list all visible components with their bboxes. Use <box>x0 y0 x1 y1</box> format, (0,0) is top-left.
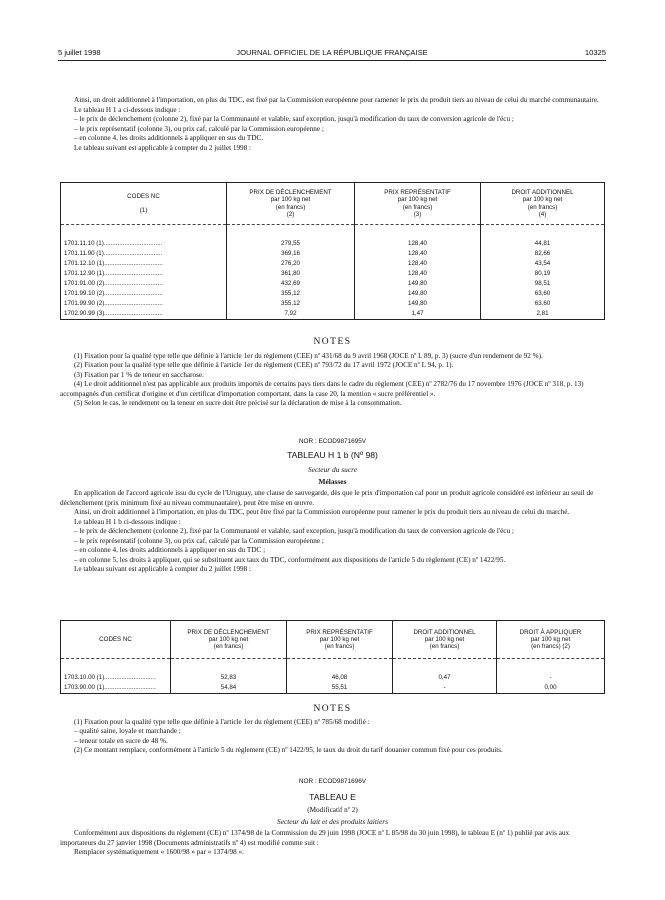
cell-droit-additionnel: 0,47 <box>393 673 497 683</box>
body-paragraph: Le tableau H 1 b ci-dessous indique : <box>74 517 181 526</box>
cell-prix-declenchement: 369,16 <box>227 249 355 259</box>
table-row <box>61 249 605 259</box>
col-header-label: PRIX DE DÉCLENCHEMENT <box>187 628 270 636</box>
cell-droit-a-appliquer: 0,00 <box>497 683 605 694</box>
dash-item: – en colonne 4, les droits additionnels à appliquer en sus du TDC ; <box>74 546 266 555</box>
col-header-droit-additionnel <box>481 183 605 225</box>
col-header-codes <box>61 183 227 225</box>
cell-prix-declenchement: 276,20 <box>227 259 355 269</box>
cell-code: 1701.12.10 (1).................................. <box>61 259 227 269</box>
table-row <box>61 299 605 309</box>
cell-code: 1701.99.10 (2).................................. <box>61 289 227 299</box>
col-header-unit: par 100 kg net <box>319 635 360 643</box>
notes-section-2 <box>60 703 605 756</box>
col-header-number: (2) <box>286 210 295 218</box>
col-header-label: PRIX REPRÉSENTATIF <box>384 189 451 197</box>
notes-section-1 <box>60 336 605 409</box>
cell-droit-additionnel: 82,66 <box>481 249 605 259</box>
col-header-prix-declenchement <box>171 621 287 659</box>
cell-droit-additionnel: 80,19 <box>481 269 605 279</box>
table-row <box>61 683 605 694</box>
table-row <box>61 239 605 249</box>
col-header-label: PRIX DE DÉCLENCHEMENT <box>249 189 332 197</box>
col-header-unit: par 100 kg net <box>424 635 465 643</box>
col-header-prix-representatif <box>287 621 393 659</box>
cell-prix-representatif: 149,80 <box>355 289 481 299</box>
table-row <box>61 673 605 683</box>
col-header-number: (3) <box>413 210 422 218</box>
note-item: (2) Fixation pour la qualité type telle que définie à l'article 1er du règlement (CEE) nº 793/72 du 17 avril 1972 (JOCE nº L 94, p. 1). <box>74 361 454 370</box>
col-header-label: DROIT À APPLIQUER <box>519 628 582 636</box>
col-header-prix-representatif <box>355 183 481 225</box>
note-dash-item: – teneur totale en sucre de 48 %. <box>74 736 168 745</box>
section-title: TABLEAU H 1 b (Nº 98) <box>287 450 378 461</box>
header-date: 5 juillet 1998 <box>58 48 101 57</box>
section-subtitle: Secteur du sucre <box>308 464 357 474</box>
section-heading: Mélasses <box>318 476 347 486</box>
table-h1a-grid <box>60 182 605 320</box>
cell-prix-declenchement: 355,12 <box>227 299 355 309</box>
table-row <box>61 269 605 279</box>
cell-prix-declenchement: 432,69 <box>227 279 355 289</box>
cell-code: 1701.91.00 (2).................................. <box>61 279 227 289</box>
col-header-label: CODES NC <box>127 193 160 201</box>
cell-code: 1701.11.10 (1).................................. <box>61 239 227 249</box>
cell-code: 1703.10.00 (1).............................. <box>61 673 171 683</box>
intro-section <box>60 96 605 153</box>
header-page-number: 10325 <box>584 48 606 57</box>
col-header-number: (4) <box>538 210 547 218</box>
cell-prix-representatif: 128,40 <box>355 259 481 269</box>
notes-heading: NOTES <box>313 704 352 714</box>
cell-prix-representatif: 128,40 <box>355 269 481 279</box>
col-header-currency: (en francs) (2) <box>531 643 570 651</box>
col-header-unit: par 100 kg net <box>397 196 438 204</box>
cell-code: 1701.12.90 (1).................................. <box>61 269 227 279</box>
body-paragraph: Le tableau suivant est applicable à compter du 2 juillet 1998 : <box>74 565 252 574</box>
cell-droit-additionnel: 44,81 <box>481 239 605 249</box>
cell-droit-additionnel: 63,60 <box>481 289 605 299</box>
cell-prix-declenchement: 279,55 <box>227 239 355 249</box>
note-item: (1) Fixation pour la qualité type telle que définie à l'article 1er du règlement (CEE) nº 785/68 modifié : <box>74 717 370 726</box>
intro-paragraph: Le tableau H 1 a ci-dessous indique : <box>74 105 181 114</box>
intro-dash-item: – le prix de déclenchement (colonne 2), fixé par la Communauté et valable, sauf exception, jusqu'à modification du taux de conversion agricole de l'écu ; <box>74 115 514 123</box>
body-paragraph: Ainsi, un droit additionnel à l'importation, en plus du TDC, peut être fixé par la Commission européenne pour ramener le prix du produit tiers au niveau de celui du marché. <box>74 508 570 517</box>
col-header-currency: (en francs) <box>275 203 306 211</box>
note-item: (1) Fixation pour la qualité type telle que définie à l'article 1er du règlement (CEE) nº 431/68 du 9 avril 1968 (JOCE nº L 89, p. 3) (sucre d'un rendement de 92 %). <box>74 351 543 360</box>
intro-dash-item: – le prix représentatif (colonne 3), ou prix caf, calculé par la Commission européenne ; <box>74 124 324 133</box>
table-row <box>61 279 605 289</box>
table-h1a <box>60 182 605 320</box>
note-item: (2) Ce montant remplace, conformément à l'article 5 du règlement (CE) nº 1422/95, le taux du droit du tarif douanier commun fixé pour ces produits. <box>74 746 503 755</box>
cell-prix-representatif: 149,80 <box>355 279 481 289</box>
col-header-currency: (en francs) <box>527 203 558 211</box>
col-header-droit-a-appliquer <box>497 621 605 659</box>
cell-droit-a-appliquer: - <box>497 673 605 683</box>
cell-prix-declenchement: 355,12 <box>227 289 355 299</box>
cell-code: 1701.99.90 (2).................................. <box>61 299 227 309</box>
section-sector: Secteur du lait et des produits laitiers <box>277 817 388 827</box>
col-header-label: CODES NC <box>99 635 132 643</box>
note-item: (4) Le droit additionnel n'est pas applicable aux produits importés de certains pays tiers dans le cadre du règlement (CEE) nº 2782/76 du 17 novembre 1976 (JOCE nº 318, p. 13) accompagnés d'un certificat d'origine et d'un certificat d'importation comportant, dans la case 20, la mention « sucre préférentiel ». <box>60 380 584 398</box>
col-header-label: PRIX REPRÉSENTATIF <box>306 628 373 636</box>
cell-code: 1702.90.99 (3).................................. <box>61 309 227 320</box>
cell-prix-declenchement: 361,80 <box>227 269 355 279</box>
cell-prix-representatif: 55,51 <box>287 683 393 694</box>
section-subtitle: (Modificatif nº 2) <box>307 805 358 814</box>
page-header <box>58 48 606 60</box>
dash-item: – en colonne 5, les droits à appliquer, qui se substituent aux taux du TDC, conformément aux dispositions de l'article 5 du règlement (CE) nº 1422/95. <box>74 555 506 564</box>
table-row <box>61 259 605 269</box>
col-header-number: (1) <box>139 206 148 214</box>
intro-dash-item: – en colonne 4, les droits additionnels à appliquer en sus du TDC. <box>74 134 264 142</box>
cell-droit-additionnel: - <box>393 683 497 694</box>
col-header-label: DROIT ADDITIONNEL <box>511 189 574 197</box>
table-row <box>61 289 605 299</box>
cell-prix-representatif: 128,40 <box>355 239 481 249</box>
section-tableau-h1b <box>60 438 605 575</box>
header-rule <box>58 60 606 61</box>
note-item: (3) Fixation par 1 % de teneur en saccharose. <box>74 370 204 379</box>
cell-prix-representatif: 128,40 <box>355 249 481 259</box>
col-header-codes <box>61 621 171 659</box>
col-header-prix-declenchement <box>227 183 355 225</box>
col-header-droit-additionnel <box>393 621 497 659</box>
col-header-currency: (en francs) <box>402 203 433 211</box>
intro-paragraph: Le tableau suivant est applicable à compter du 2 juillet 1998 : <box>74 143 252 152</box>
intro-paragraph: Ainsi, un droit additionnel à l'importation, en plus du TDC, est fixé par la Commission européenne pour ramener le prix du produit tiers au niveau de celui du marché communautaire. <box>74 96 599 104</box>
header-journal-title: JOURNAL OFFICIEL DE LA RÉPUBLIQUE FRANÇAISE <box>236 48 428 57</box>
cell-droit-additionnel: 98,51 <box>481 279 605 289</box>
dash-item: – le prix représentatif (colonne 3), ou prix caf, calculé par la Commission européenne ; <box>74 536 324 545</box>
cell-prix-declenchement: 54,84 <box>171 683 287 694</box>
cell-droit-additionnel: 43,54 <box>481 259 605 269</box>
section-title: TABLEAU E <box>309 792 356 803</box>
cell-prix-declenchement: 52,83 <box>171 673 287 683</box>
cell-prix-representatif: 46,08 <box>287 673 393 683</box>
table-h1b <box>60 620 605 694</box>
note-dash-item: – qualité saine, loyale et marchande ; <box>74 727 181 736</box>
cell-droit-additionnel: 63,60 <box>481 299 605 309</box>
cell-prix-representatif: 149,80 <box>355 299 481 309</box>
cell-droit-additionnel: 2,81 <box>481 309 605 320</box>
col-header-unit: par 100 kg net <box>270 196 311 204</box>
col-header-currency: (en francs) <box>429 643 460 651</box>
cell-prix-declenchement: 7,92 <box>227 309 355 320</box>
col-header-label: DROIT ADDITIONNEL <box>413 628 476 636</box>
table-spacer-row <box>61 225 605 239</box>
col-header-unit: par 100 kg net <box>530 635 571 643</box>
nor-reference: NOR : ECOD9871696V <box>298 778 367 785</box>
cell-code: 1701.11.90 (1).................................. <box>61 249 227 259</box>
col-header-currency: (en francs) <box>213 643 244 651</box>
table-h1b-grid <box>60 620 605 694</box>
note-item: (5) Selon le cas, le rendement ou la teneur en sucre doit être précisé sur la déclaration de mise à la consommation. <box>74 399 402 408</box>
col-header-unit: par 100 kg net <box>522 196 563 204</box>
table-spacer-row <box>61 659 605 673</box>
body-paragraph: En application de l'accord agricole issu du cycle de l'Uruguay, une clause de sauvegarde, dès que le prix d'importation caf pour un produit agricole considéré est inférieur au seuil de déclenchement (prix minimum fixé au niveau communautaire), peut être mise en œuvre. <box>60 489 594 507</box>
body-paragraph: Conformément aux dispositions du règlement (CE) nº 1374/98 de la Commission du 29 juin 1998 (JOCE nº L 85/98 du 30 juin 1998), le tableau E (nº 1) publié par avis aux importateurs du 27 janvier 1998 (Documents administratifs nº 4) est modifié comme suit : <box>60 829 570 847</box>
cell-code: 1703.90.00 (1).............................. <box>61 683 171 694</box>
nor-reference: NOR : ECOD9871695V <box>298 438 367 445</box>
col-header-currency: (en francs) <box>324 643 355 651</box>
section-tableau-e <box>60 778 605 858</box>
body-paragraph: Remplacer systématiquement « 1600/98 » par « 1374/98 ». <box>74 848 244 857</box>
cell-prix-representatif: 1,47 <box>355 309 481 320</box>
col-header-unit: par 100 kg net <box>208 635 249 643</box>
notes-heading: NOTES <box>313 337 352 347</box>
table-row <box>61 309 605 320</box>
dash-item: – le prix de déclenchement (colonne 2), fixé par la Communauté et valable, sauf exception, jusqu'à modification du taux de conversion agricole de l'écu ; <box>74 527 514 536</box>
